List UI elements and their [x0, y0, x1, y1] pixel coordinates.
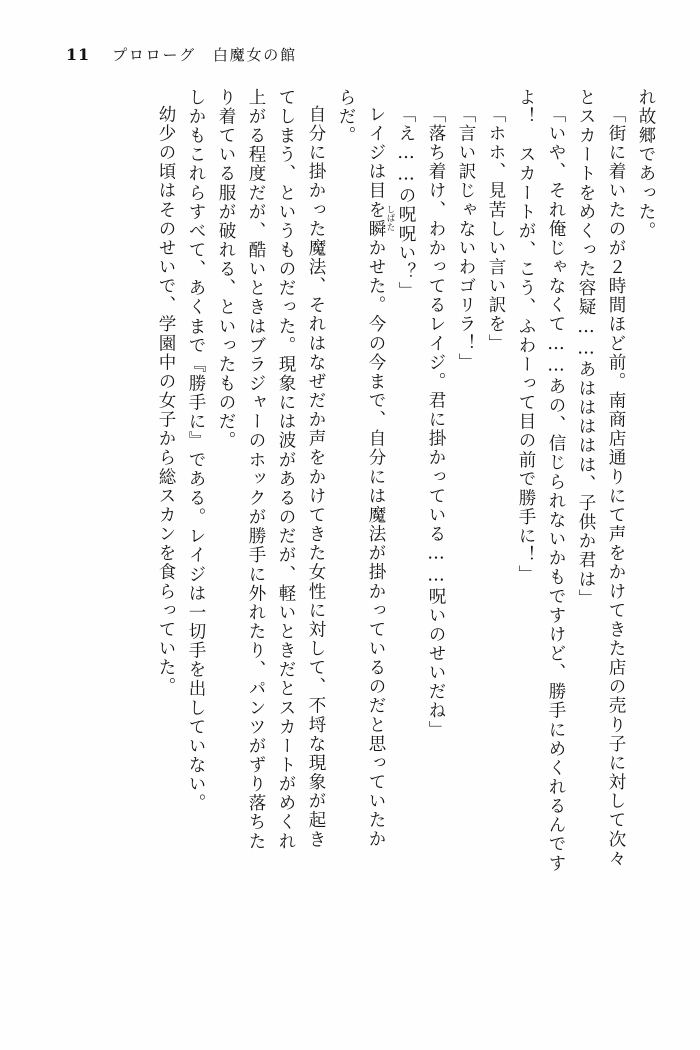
- text-line: 「ホホ、見苦しい言い訳を」: [486, 105, 506, 353]
- text-line: れ故郷であった。: [636, 88, 656, 241]
- text-line: しかもこれらすべて、あくまで『勝手に』である。レイジは一切手を出していない。: [186, 88, 206, 813]
- text-line: てしまう、というものだった。現象には波があるのだが、軽いときだとスカートがめくれ: [276, 88, 296, 851]
- page-header: [66, 44, 297, 65]
- text-line: 「え……の呪 しばた 呪い？」: [385, 105, 416, 301]
- ruby-base: 呪 しばた: [385, 205, 416, 232]
- text-line: 自分に掛かった魔法、それはなぜだか声をかけてきた女性に対して、不埒な現象が起き: [306, 105, 326, 849]
- page-number: 11: [66, 45, 91, 64]
- text-line: 「言い訳じゃないわゴリラ！」: [456, 105, 476, 373]
- text-line: よ！ スカートが、こう、ふわーって目の前で勝手に！」: [516, 88, 536, 584]
- vertical-text-body: [60, 88, 654, 1016]
- text-line: らだ。: [336, 88, 356, 146]
- text-line: 「いや、それ俺じゃなくて……あの、信じられないかもですけど、勝手にめくれるんです: [546, 105, 566, 873]
- text-line: とスカートをめくった容疑……あははははは、子供か君は」: [576, 88, 596, 609]
- text-line: 「街に着いたのが２時間ほど前。南商店通りにて声をかけてきた店の売り子に対して次々: [606, 105, 626, 868]
- running-title: プロローグ 白魔女の館: [112, 46, 297, 64]
- text-line: 上がる程度だが、酷いときはブラジャーのホックが勝手に外れたり、パンツがずり落ちた: [246, 88, 266, 851]
- text-line: 「落ち着け、わかってるレイジ。君に掛かっている……呪いのせいだね」: [426, 105, 446, 740]
- text-line: 幼少の頃はそのせいで、学園中の女子から総スカンを食らっていた。: [156, 105, 176, 697]
- text-line: り着ている服が破れる、といったものだ。: [216, 88, 236, 451]
- text-line: レイジは目を瞬かせた。今の今まで、自分には魔法が掛かっているのだと思っていたか: [366, 105, 386, 849]
- ruby-annotation: しばた: [385, 205, 395, 232]
